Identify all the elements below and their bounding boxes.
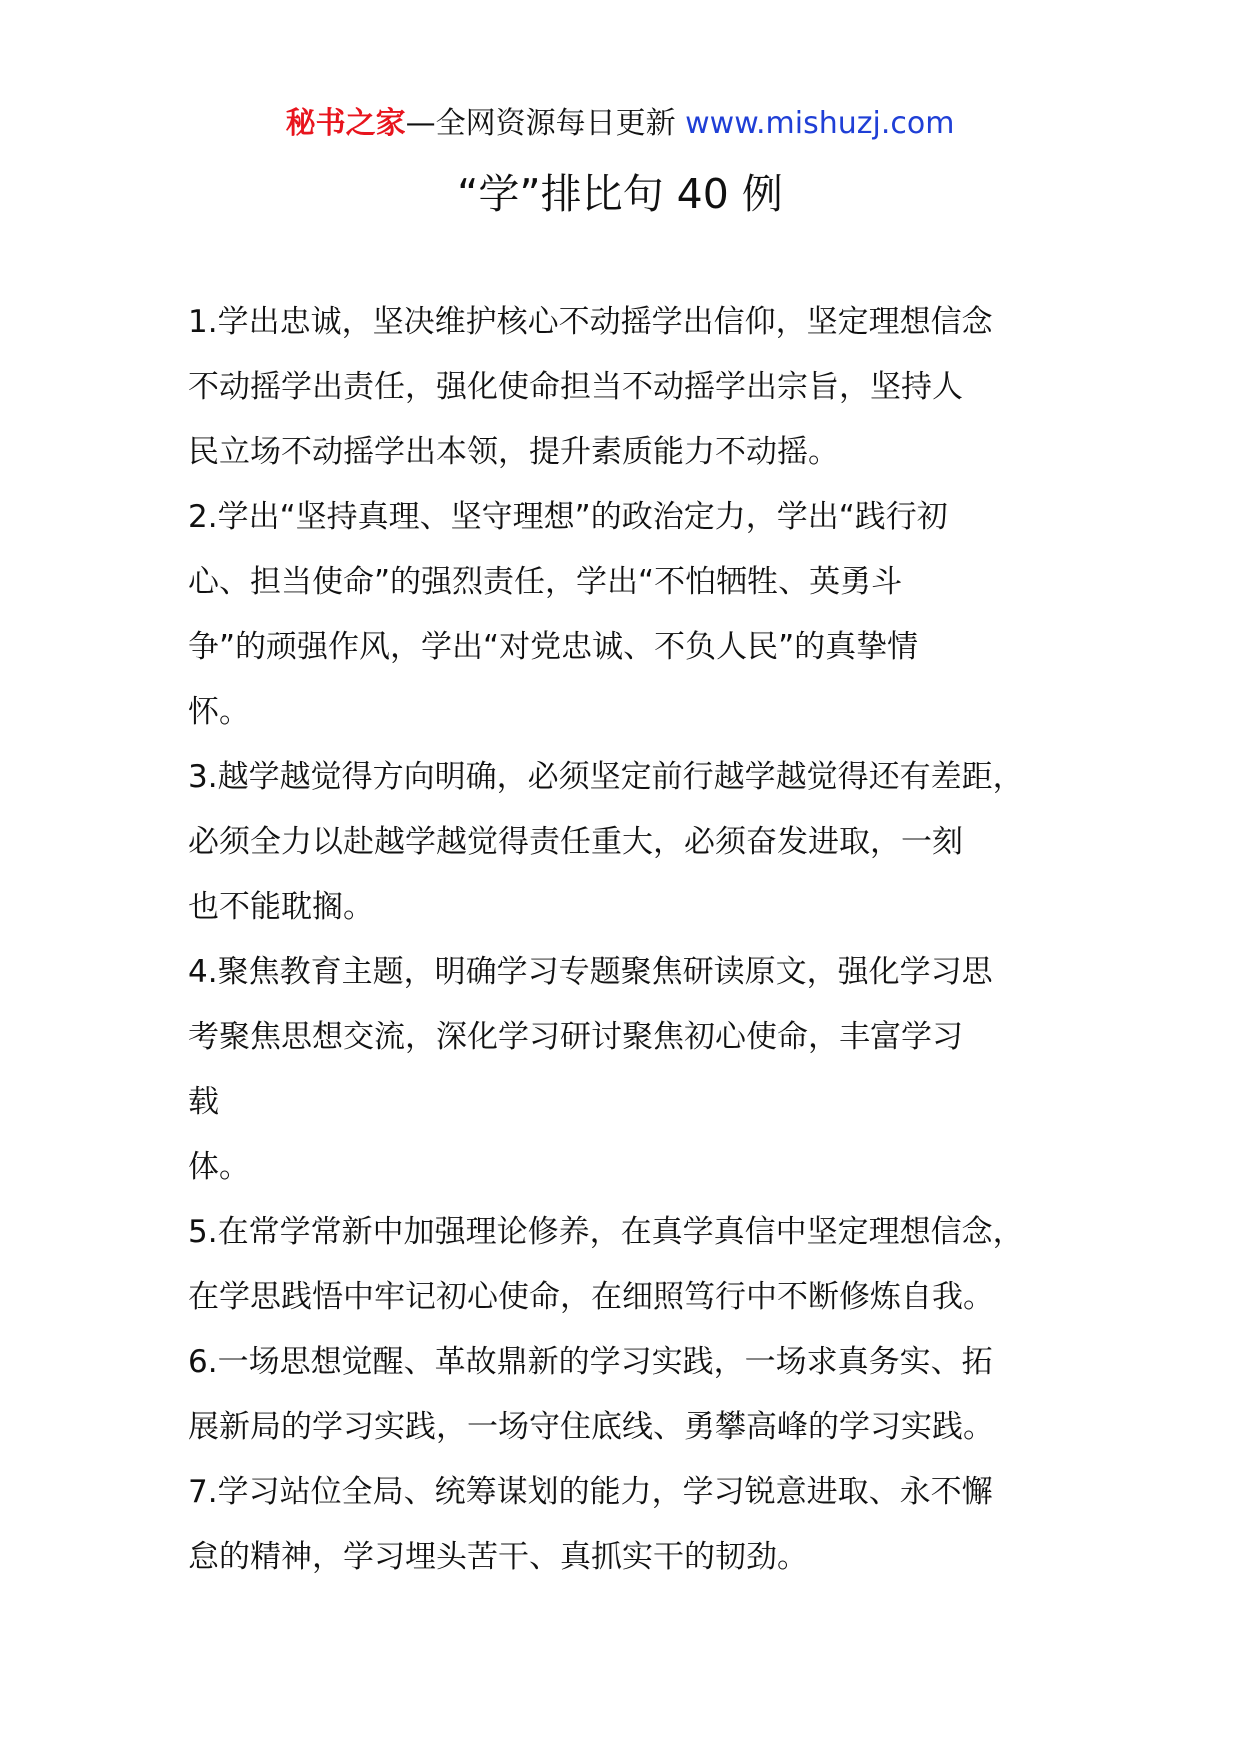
- site-url-link[interactable]: www.mishuzj.com: [685, 106, 955, 141]
- text-line: 展新局的学习实践，一场守住底线、勇攀高峰的学习实践。: [188, 1409, 994, 1445]
- text-line: 怀。: [188, 694, 250, 730]
- document-title: “学”排比句 40 例: [457, 170, 783, 218]
- document-body: [188, 290, 1088, 1590]
- text-line: 载: [188, 1084, 219, 1120]
- text-line: 争”的顽强作风，学出“对党忠诚、不负人民”的真挚情: [188, 629, 919, 665]
- text-line: 考聚焦思想交流，深化学习研讨聚焦初心使命，丰富学习: [188, 1019, 963, 1055]
- text-line: 必须全力以赴越学越觉得责任重大，必须奋发进取，一刻: [188, 824, 963, 860]
- text-line: 在学思践悟中牢记初心使命，在细照笃行中不断修炼自我。: [188, 1279, 994, 1315]
- brand-name: 秘书之家: [285, 106, 406, 141]
- text-line: 6.一场思想觉醒、革故鼎新的学习实践，一场求真务实、拓: [188, 1344, 993, 1380]
- text-line: 7.学习站位全局、统筹谋划的能力，学习锐意进取、永不懈: [188, 1474, 993, 1510]
- header-tagline: —全网资源每日更新: [405, 106, 676, 141]
- text-line: 不动摇学出责任，强化使命担当不动摇学出宗旨，坚持人: [188, 369, 963, 405]
- text-line: 怠的精神，学习埋头苦干、真抓实干的韧劲。: [188, 1539, 808, 1575]
- text-line: 5.在常学常新中加强理论修养，在真学真信中坚定理想信念，: [188, 1214, 1024, 1250]
- text-line: 体。: [188, 1149, 250, 1185]
- text-line: 4.聚焦教育主题，明确学习专题聚焦研读原文，强化学习思: [188, 954, 993, 990]
- text-line: 3.越学越觉得方向明确，必须坚定前行越学越觉得还有差距，: [188, 759, 1024, 795]
- text-line: 心、担当使命”的强烈责任，学出“不怕牺牲、英勇斗: [188, 564, 903, 600]
- text-line: 也不能耽搁。: [188, 889, 374, 925]
- text-line: 民立场不动摇学出本领，提升素质能力不动摇。: [188, 434, 839, 470]
- text-line: 1.学出忠诚，坚决维护核心不动摇学出信仰，坚定理想信念: [188, 304, 993, 340]
- site-header: [0, 104, 1240, 144]
- text-line: 2.学出“坚持真理、坚守理想”的政治定力，学出“践行初: [188, 499, 948, 535]
